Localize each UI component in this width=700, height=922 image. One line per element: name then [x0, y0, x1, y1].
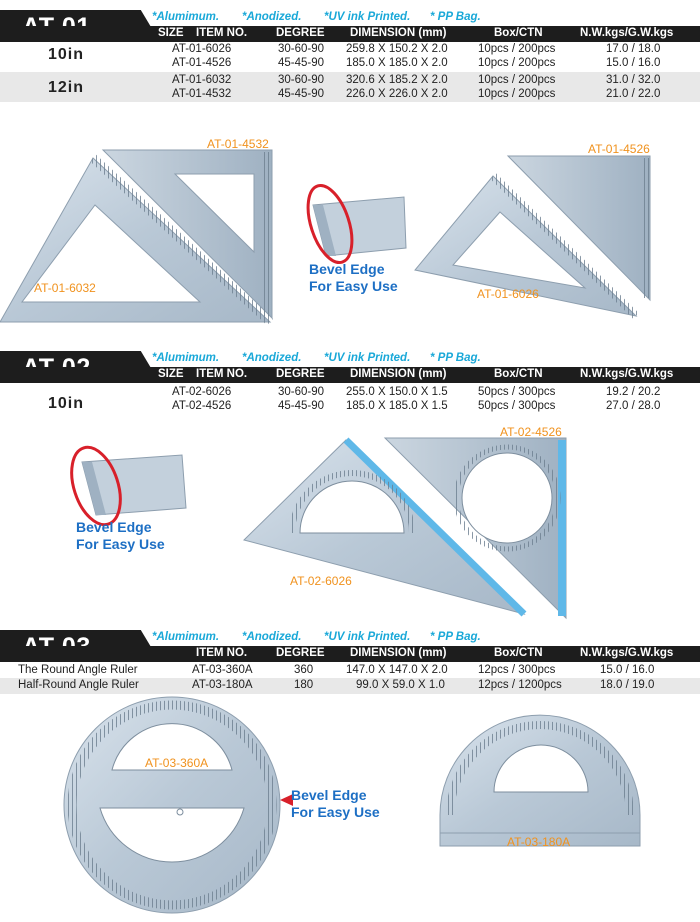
col-size: SIZE [158, 27, 184, 39]
weight: 18.0 / 19.0 [600, 679, 655, 691]
feature-uv-print: *UV ink Printed. [324, 631, 411, 643]
box-ctn: 50pcs / 300pcs [478, 386, 556, 398]
table-row [0, 385, 700, 399]
feature-pp-bag: * PP Bag. [430, 11, 481, 23]
degree: 45-45-90 [278, 57, 325, 69]
col-weight: N.W.kgs/G.W.kgs [580, 368, 674, 380]
col-box-ctn: Box/CTN [494, 368, 543, 380]
box-ctn: 10pcs / 200pcs [478, 88, 556, 100]
table-header [0, 646, 700, 662]
col-weight: N.W.kgs/G.W.kgs [580, 647, 674, 659]
section-at-03 [0, 630, 700, 696]
feature-anodized: *Anodized. [242, 11, 302, 23]
col-size: SIZE [158, 368, 184, 380]
item-no: AT-01-6032 [172, 74, 232, 86]
bevel-edge-caption [309, 261, 398, 295]
weight: 27.0 / 28.0 [606, 400, 661, 412]
feature-list [152, 631, 512, 644]
col-weight: N.W.kgs/G.W.kgs [580, 27, 674, 39]
size-label: 10in [48, 46, 85, 63]
bevel-caption-line: For Easy Use [76, 536, 165, 552]
col-box-ctn: Box/CTN [494, 647, 543, 659]
label-at-01-4532: AT-01-4532 [207, 137, 269, 151]
feature-uv-print: *UV ink Printed. [324, 11, 411, 23]
feature-pp-bag: * PP Bag. [430, 631, 481, 643]
bevel-edge-caption [291, 787, 380, 821]
dimension: 255.0 X 150.0 X 1.5 [346, 386, 448, 398]
product-name: The Round Angle Ruler [18, 664, 138, 676]
weight: 31.0 / 32.0 [606, 74, 661, 86]
feature-anodized: *Anodized. [242, 352, 302, 364]
table-row [0, 399, 700, 413]
feature-anodized: *Anodized. [242, 631, 302, 643]
weight: 15.0 / 16.0 [606, 57, 661, 69]
dimension: 320.6 X 185.2 X 2.0 [346, 74, 448, 86]
section-at-02 [0, 351, 700, 417]
degree: 30-60-90 [278, 43, 325, 55]
col-degree: DEGREE [276, 27, 325, 39]
degree: 45-45-90 [278, 88, 325, 100]
weight: 17.0 / 18.0 [606, 43, 661, 55]
dimension: 185.0 X 185.0 X 2.0 [346, 57, 448, 69]
weight: 19.2 / 20.2 [606, 386, 661, 398]
bevel-edge-sample [63, 441, 186, 531]
label-at-01-4526: AT-01-4526 [588, 142, 650, 156]
col-box-ctn: Box/CTN [494, 27, 543, 39]
degree: 45-45-90 [278, 400, 325, 412]
col-item-no: ITEM NO. [196, 27, 248, 39]
size-label: 12in [48, 79, 85, 96]
box-ctn: 12pcs / 1200pcs [478, 679, 562, 691]
label-at-01-6026: AT-01-6026 [477, 287, 539, 301]
col-item-no: ITEM NO. [196, 647, 248, 659]
col-dimension: DIMENSION (mm) [350, 368, 447, 380]
weight: 21.0 / 22.0 [606, 88, 661, 100]
degree: 360 [294, 664, 314, 676]
section-header [0, 351, 700, 383]
feature-list [152, 352, 512, 365]
box-ctn: 10pcs / 200pcs [478, 43, 556, 55]
feature-aluminum: *Alumimum. [152, 631, 220, 643]
feature-pp-bag: * PP Bag. [430, 352, 481, 364]
degree: 30-60-90 [278, 74, 325, 86]
feature-uv-print: *UV ink Printed. [324, 352, 411, 364]
box-ctn: 12pcs / 300pcs [478, 664, 556, 676]
product-name: Half-Round Angle Ruler [18, 679, 139, 691]
label-at-03-180a: AT-03-180A [507, 835, 571, 849]
table-header [0, 367, 700, 383]
box-ctn: 10pcs / 200pcs [478, 74, 556, 86]
box-ctn: 10pcs / 200pcs [478, 57, 556, 69]
bevel-caption-line: For Easy Use [309, 278, 398, 294]
item-no: AT-03-180A [192, 679, 253, 691]
col-degree: DEGREE [276, 368, 325, 380]
col-dimension: DIMENSION (mm) [350, 27, 447, 39]
bevel-caption-line: Bevel Edge [291, 787, 367, 803]
degree: 30-60-90 [278, 386, 325, 398]
label-at-01-6032: AT-01-6032 [34, 281, 96, 295]
box-ctn: 50pcs / 300pcs [478, 400, 556, 412]
table-row [0, 678, 700, 694]
item-no: AT-02-4526 [172, 400, 232, 412]
dimension: 185.0 X 185.0 X 1.5 [346, 400, 448, 412]
label-at-02-4526: AT-02-4526 [500, 425, 562, 439]
col-item-no: ITEM NO. [196, 368, 248, 380]
label-at-03-360a: AT-03-360A [145, 756, 209, 770]
protractor-at-03-180a [440, 715, 640, 846]
item-no: AT-03-360A [192, 664, 253, 676]
item-no: AT-01-4526 [172, 57, 232, 69]
feature-aluminum: *Alumimum. [152, 11, 220, 23]
size-label: 10in [48, 395, 85, 412]
section-header [0, 630, 700, 662]
item-no: AT-01-4532 [172, 88, 232, 100]
bevel-edge-caption [76, 519, 165, 553]
item-no: AT-02-6026 [172, 386, 232, 398]
weight: 15.0 / 16.0 [600, 664, 655, 676]
dimension: 259.8 X 150.2 X 2.0 [346, 43, 448, 55]
label-at-02-6026: AT-02-6026 [290, 574, 352, 588]
bevel-caption-line: Bevel Edge [309, 261, 385, 277]
dimension: 226.0 X 226.0 X 2.0 [346, 88, 448, 100]
degree: 180 [294, 679, 314, 691]
col-degree: DEGREE [276, 647, 325, 659]
dimension: 99.0 X 59.0 X 1.0 [356, 679, 445, 691]
item-no: AT-01-6026 [172, 43, 232, 55]
col-dimension: DIMENSION (mm) [350, 647, 447, 659]
bevel-caption-line: Bevel Edge [76, 519, 152, 535]
table-row [0, 663, 700, 677]
dimension: 147.0 X 147.0 X 2.0 [346, 664, 448, 676]
bevel-edge-sample [300, 180, 406, 268]
bevel-caption-line: For Easy Use [291, 804, 380, 820]
protractor-at-03-360a [64, 697, 280, 913]
feature-aluminum: *Alumimum. [152, 352, 220, 364]
